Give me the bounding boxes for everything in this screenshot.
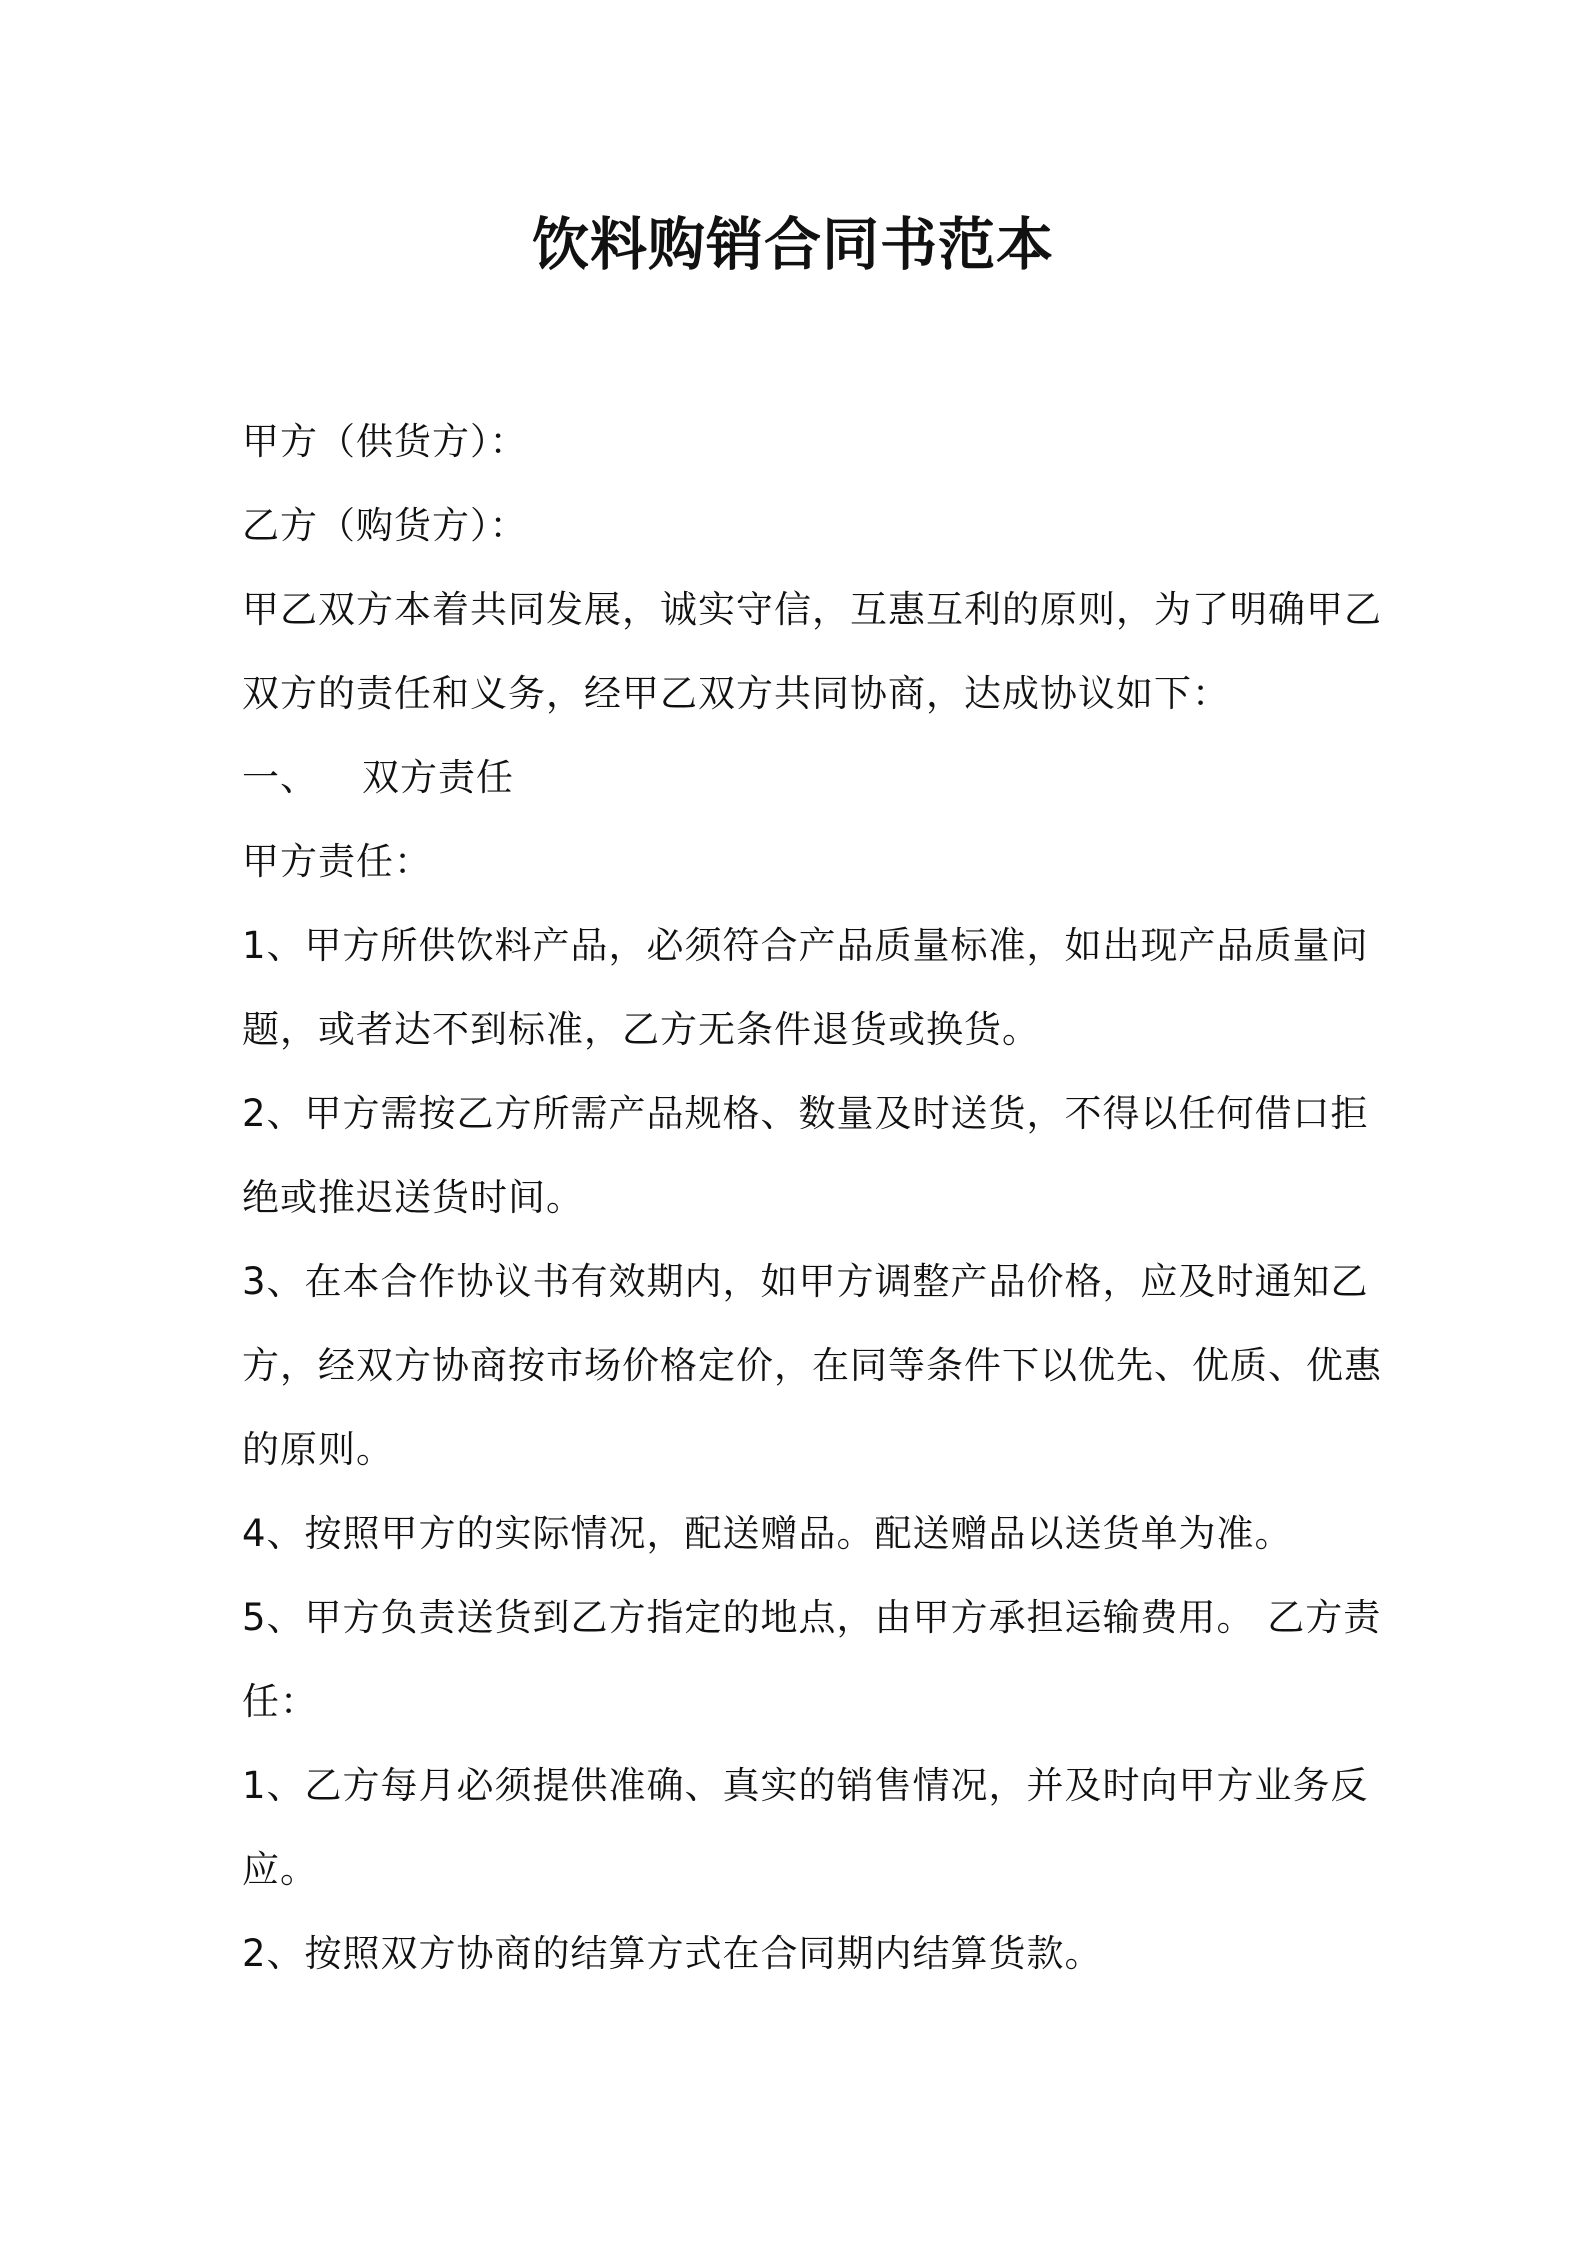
party-a-line: 甲方（供货方）： xyxy=(242,420,528,463)
party-a-clause-3-line-1: 3、在本合作协议书有效期内，如甲方调整产品价格，应及时通知乙 xyxy=(242,1260,1369,1303)
party-a-clause-4: 4、按照甲方的实际情况，配送赠品。配送赠品以送货单为准。 xyxy=(242,1512,1293,1555)
party-a-clause-3-line-3: 的原则。 xyxy=(242,1428,394,1471)
party-a-clause-2-line-1: 2、甲方需按乙方所需产品规格、数量及时送货，不得以任何借口拒 xyxy=(242,1092,1369,1135)
party-b-clause-1-line-2: 应。 xyxy=(242,1848,318,1891)
party-a-clause-5-line-1: 5、甲方负责送货到乙方指定的地点，由甲方承担运输费用。 乙方责 xyxy=(242,1596,1382,1639)
preamble-line-1: 甲乙双方本着共同发展，诚实守信，互惠互利的原则，为了明确甲乙 xyxy=(242,588,1382,631)
party-a-duties-heading: 甲方责任： xyxy=(242,840,432,883)
party-a-clause-1-line-2: 题，或者达不到标准，乙方无条件退货或换货。 xyxy=(242,1008,1040,1051)
section-number: 一、 xyxy=(242,756,318,799)
document-title: 饮料购销合同书范本 xyxy=(532,212,1054,278)
preamble-line-2: 双方的责任和义务，经甲乙双方共同协商，达成协议如下： xyxy=(242,672,1230,715)
party-b-clause-2: 2、按照双方协商的结算方式在合同期内结算货款。 xyxy=(242,1932,1103,1975)
party-a-clause-3-line-2: 方，经双方协商按市场价格定价，在同等条件下以优先、优质、优惠 xyxy=(242,1344,1382,1387)
party-b-line: 乙方（购货方）： xyxy=(242,504,528,547)
party-b-clause-1-line-1: 1、乙方每月必须提供准确、真实的销售情况，并及时向甲方业务反 xyxy=(242,1764,1369,1807)
party-a-clause-1-line-1: 1、甲方所供饮料产品，必须符合产品质量标准，如出现产品质量问 xyxy=(242,924,1369,967)
party-a-clause-2-line-2: 绝或推迟送货时间。 xyxy=(242,1176,584,1219)
document-body xyxy=(242,400,1382,1996)
party-b-duties-heading-cont: 任： xyxy=(242,1680,318,1723)
section-title: 双方责任 xyxy=(362,756,514,799)
section-heading xyxy=(242,736,1358,820)
